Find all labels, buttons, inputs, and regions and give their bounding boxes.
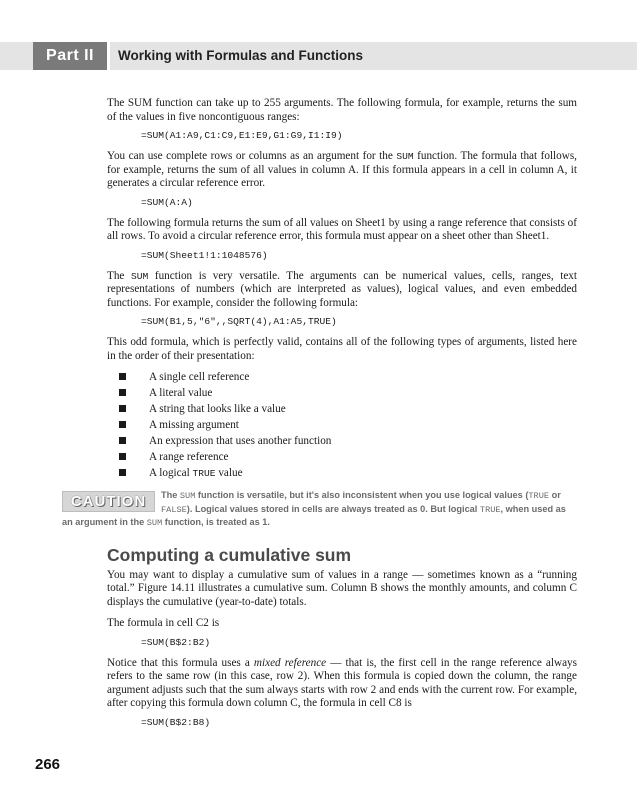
list-item [119, 433, 577, 449]
page-body [62, 97, 577, 729]
list-item-text: A string that looks like a value [149, 403, 286, 415]
list-item-text: A range reference [149, 451, 229, 463]
inline-code: SUM [179, 491, 196, 501]
list-item [119, 401, 577, 417]
list-item-text: A single cell reference [149, 371, 250, 383]
bullet-square-icon [119, 453, 126, 460]
caution-note [62, 488, 577, 530]
inline-code: SUM [396, 151, 414, 162]
header-divider [107, 42, 110, 70]
text-fragment: The [161, 490, 180, 500]
text-fragment: A logical [149, 467, 193, 479]
inline-code: TRUE [192, 468, 216, 479]
list-item [119, 385, 577, 401]
text-fragment: function is very versatile. The arguments can be numerical values, cells, ranges, text representations of numbers (which are interpreted as values), logical values, and even embedded functions. For example, consider the following formula: [107, 269, 577, 309]
text-fragment: , when used as an argument in the [62, 503, 566, 528]
bullet-square-icon [119, 405, 126, 412]
section-heading: Computing a cumulative sum [107, 544, 352, 565]
list-item-text: An expression that uses another function [149, 435, 332, 447]
chapter-running-title: Working with Formulas and Functions [118, 48, 364, 63]
list-item-text: A missing argument [149, 419, 239, 431]
inline-code: FALSE [161, 504, 187, 515]
paragraph-complete-rows [107, 150, 577, 191]
list-item [119, 369, 577, 385]
argument-types-list [107, 369, 577, 482]
text-fragment: You can use complete rows or columns as an argument for the [107, 150, 397, 162]
list-item-text: A literal value [149, 387, 213, 399]
text-fragment: The [107, 269, 131, 282]
code-sum-sheet: =SUM(Sheet1!1:1048576) [141, 249, 268, 261]
inline-code: TRUE [479, 504, 501, 515]
page-header [0, 42, 637, 70]
paragraph-sum-versatile [107, 270, 577, 311]
page-number: 266 [35, 756, 61, 773]
paragraph-cumulative-sum: You may want to display a cumulative sum of values in a range — sometimes known as a “running total.” Figure 14.11 illustrates a cumulative sum. Column B shows the monthly amounts, and column C displays the cumulative (year-to-date) totals. [107, 568, 577, 608]
code-sum-column: =SUM(A:A) [141, 196, 193, 208]
part-label: Part II [33, 42, 107, 70]
bullet-square-icon [119, 373, 126, 380]
bullet-square-icon [119, 421, 126, 428]
text-fragment: function is versatile, but it's also inconsistent when you use logical values ( [195, 490, 529, 500]
paragraph-formula-c2: The formula in cell C2 is [107, 617, 220, 630]
caution-label: CAUTION [62, 491, 155, 512]
text-fragment: function. The formula that follows, for example, returns the sum of all values in column A. If this formula appears in a cell in column A, it generates a circular reference error. [107, 150, 577, 189]
list-item [119, 449, 577, 465]
paragraph-mixed-reference [107, 657, 577, 711]
text-fragment: or [549, 490, 561, 500]
paragraph-sum-arguments: The SUM function can take up to 255 arguments. The following formula, for example, returns the sum of the values in five noncontiguous ranges: [107, 97, 577, 123]
text-fragment: Notice that this formula uses a [107, 656, 254, 669]
code-sum-c2: =SUM(B$2:B2) [141, 636, 211, 648]
emphasis-term: mixed reference [253, 656, 327, 669]
text-fragment: value [215, 467, 243, 479]
text-fragment: function, is treated as 1. [162, 517, 270, 528]
bullet-square-icon [119, 437, 126, 444]
inline-code: SUM [146, 518, 163, 529]
code-sum-mixed-args: =SUM(B1,5,"6",,SQRT(4),A1:A5,TRUE) [141, 316, 337, 327]
list-item [119, 417, 577, 433]
code-sum-c8: =SUM(B$2:B8) [141, 716, 211, 728]
code-sum-noncontiguous: =SUM(A1:A9,C1:C9,E1:E9,G1:G9,I1:I9) [141, 130, 343, 141]
bullet-square-icon [119, 469, 126, 476]
list-item [119, 465, 577, 482]
inline-code: SUM [130, 270, 149, 282]
bullet-square-icon [119, 389, 126, 396]
inline-code: TRUE [528, 491, 550, 501]
paragraph-odd-formula: This odd formula, which is perfectly valid, contains all of the following types of arguments, listed here in the order of their presentation: [107, 336, 577, 362]
text-fragment: — that is, the first cell in the range reference always refers to the same row (in this case, row 2). When this formula is copied down the column, the range argument adjusts such that the sum always starts with row 2 and ends with the current row. For example, after copying this formula down column C, the formula in cell C8 is [107, 656, 577, 710]
paragraph-sheet1-sum: The following formula returns the sum of all values on Sheet1 by using a range reference that consists of all rows. To avoid a circular reference error, this formula must appear on a sheet other than Sheet1. [107, 216, 577, 242]
text-fragment: ). Logical values stored in cells are always treated as 0. But logical [186, 503, 480, 514]
